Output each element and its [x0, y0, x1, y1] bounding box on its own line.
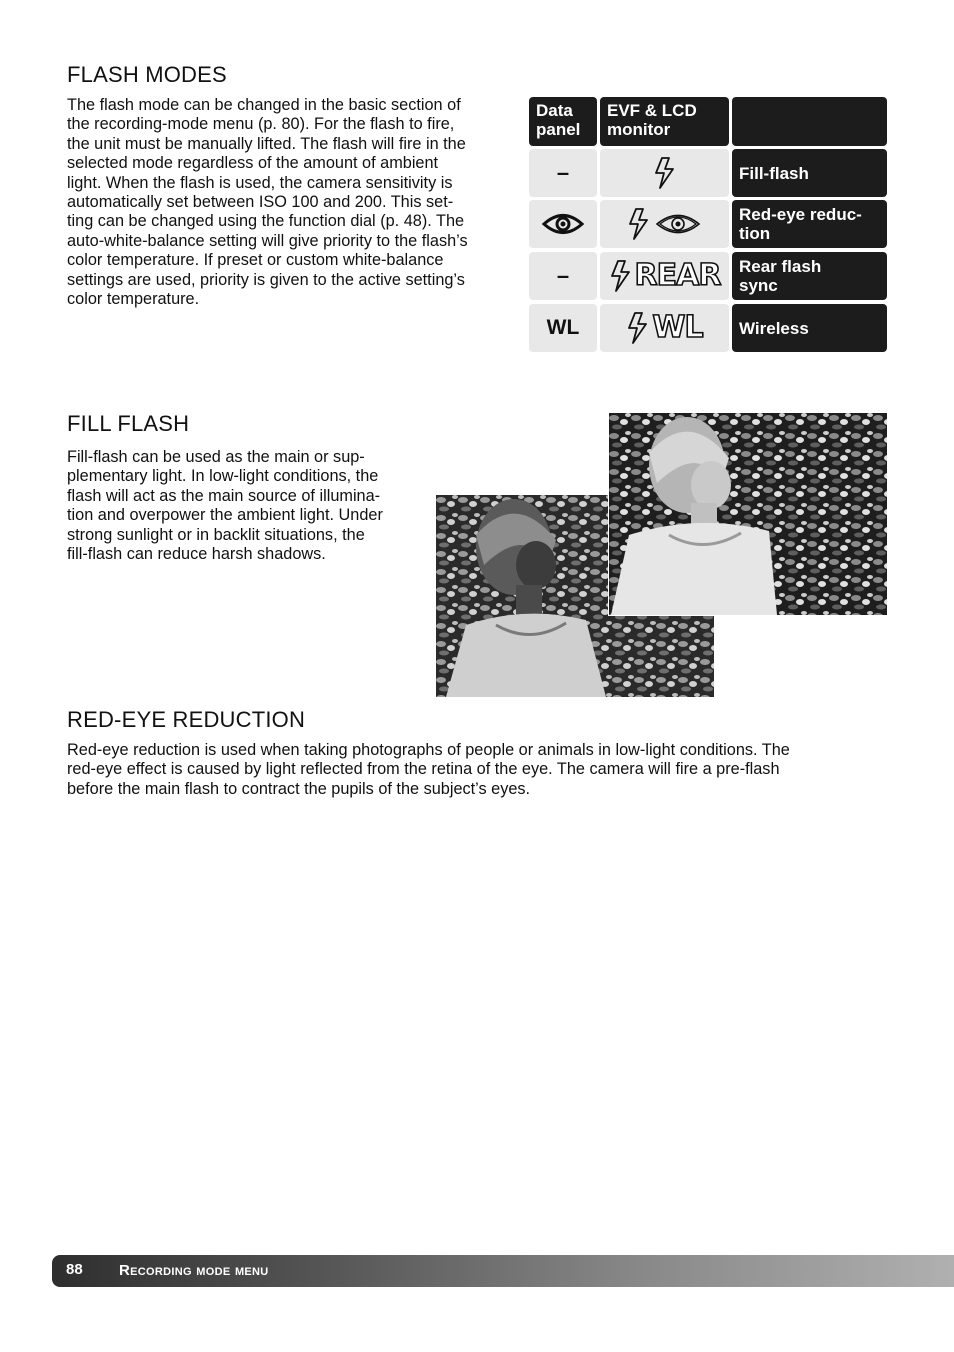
text-line: plementary light. In low-light conditions, the — [67, 467, 379, 486]
row-wireless-data-panel — [529, 304, 597, 352]
page-number: 88 — [66, 1261, 83, 1278]
row-red-eye-evf — [600, 200, 729, 248]
header-mode — [732, 97, 887, 146]
fill-flash-heading: FILL FLASH — [67, 411, 190, 436]
section-title: Recording mode menu — [119, 1262, 269, 1279]
flash-icon — [609, 259, 633, 293]
dash-symbol: – — [556, 160, 570, 185]
header-text: Data — [536, 101, 573, 120]
text-line: fill-flash can reduce harsh shadows. — [67, 545, 326, 564]
flash-modes-heading: FLASH MODES — [67, 62, 227, 87]
header-text: panel — [536, 120, 581, 139]
dash-symbol: – — [556, 263, 570, 288]
flash-icon — [653, 156, 677, 190]
text-line: light. When the flash is used, the camera sensitivity is — [67, 173, 453, 192]
row-wireless-mode — [732, 304, 887, 352]
header-data-panel — [529, 97, 597, 146]
mode-label: Fill-flash — [739, 163, 809, 183]
mode-label: Rear flash — [739, 257, 822, 276]
red-eye-heading: RED-EYE REDUCTION — [67, 707, 306, 732]
text-line: tion and overpower the ambient light. Under — [67, 506, 383, 525]
text-line: Red-eye reduction is used when taking photographs of people or animals in low-light conditions. The — [67, 741, 790, 759]
text-line: red-eye effect is caused by light reflected from the retina of the eye. The camera will fire a pre-flash — [67, 760, 780, 779]
mode-label: sync — [739, 276, 778, 295]
text-line: automatically set between ISO 100 and 200. This set- — [67, 193, 454, 212]
text-line: before the main flash to contract the pupils of the subject’s eyes. — [67, 779, 531, 798]
eye-icon — [542, 211, 584, 237]
flash-icon — [626, 311, 650, 345]
row-rear-flash-mode — [732, 252, 887, 300]
red-eye-body — [67, 741, 897, 799]
row-fill-flash-evf — [600, 149, 729, 197]
mode-label: tion — [739, 224, 771, 243]
row-fill-flash-data-panel — [529, 149, 597, 197]
row-red-eye-data-panel — [529, 200, 597, 248]
row-rear-flash-data-panel — [529, 252, 597, 300]
mode-label: Wireless — [739, 318, 809, 338]
header-text: monitor — [607, 120, 671, 139]
text-line: flash will act as the main source of illumina- — [67, 486, 381, 505]
text-line: the recording-mode menu (p. 80). For the flash to fire, — [67, 115, 455, 134]
row-red-eye-mode — [732, 200, 887, 248]
text-line: the unit must be manually lifted. The flash will fire in the — [67, 134, 466, 153]
flash-eye-icon — [627, 207, 703, 241]
fill-flash-body — [67, 448, 427, 564]
wl-symbol: WL — [546, 316, 580, 339]
text-line: color temperature. — [67, 290, 200, 309]
text-line: settings are used, priority is given to the active setting’s — [67, 270, 465, 289]
text-line: color temperature. If preset or custom white-balance — [67, 251, 444, 270]
mode-label: Red-eye reduc- — [739, 205, 862, 224]
row-wireless-evf — [600, 304, 729, 352]
flash-modes-body — [67, 96, 522, 309]
text-line: auto-white-balance setting will give priority to the flash’s — [67, 231, 468, 250]
wl-text: WL — [652, 310, 703, 345]
text-line: Fill-flash can be used as the main or sup- — [67, 448, 365, 466]
row-rear-flash-evf — [600, 252, 729, 300]
text-line: The flash mode can be changed in the basic section of — [67, 96, 461, 114]
text-line: ting can be changed using the function dial (p. 48). The — [67, 212, 465, 231]
header-evf-lcd — [600, 97, 729, 146]
row-fill-flash-mode — [732, 149, 887, 197]
rear-text: REAR — [634, 258, 721, 293]
text-line: selected mode regardless of the amount of ambient — [67, 154, 439, 173]
header-text: EVF & LCD — [607, 101, 697, 120]
text-line: strong sunlight or in backlit situations, the — [67, 525, 365, 544]
photo-with-fill-flash — [609, 413, 887, 615]
page-footer — [52, 1255, 954, 1287]
